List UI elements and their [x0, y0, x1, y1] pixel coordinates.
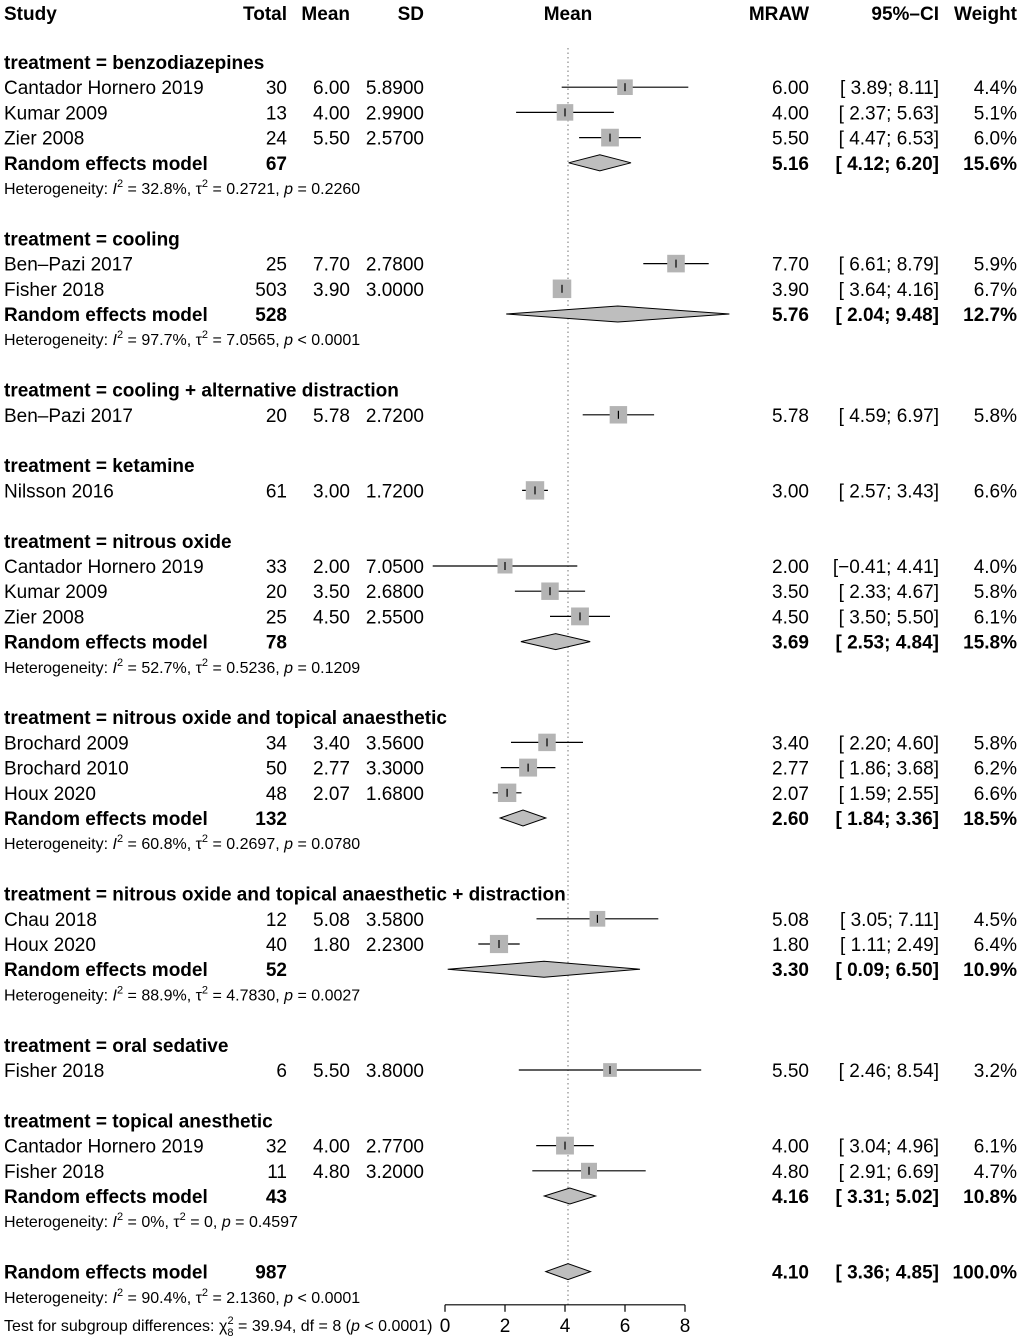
summary-mraw: 2.60 — [772, 809, 809, 830]
study-mean: 5.50 — [313, 128, 350, 150]
summary-total: 528 — [255, 305, 287, 326]
study-mraw: 7.70 — [772, 254, 809, 276]
summary-ci: [ 2.04; 9.48] — [835, 305, 939, 326]
summary-label: Random effects model — [4, 809, 208, 830]
heterogeneity-text: Heterogeneity: $I^2 = 88.9\%$, $\tau^2 = 4.7830$, p = 0.0027 — [4, 984, 361, 1005]
heterogeneity-text: Heterogeneity: $I^2 = 52.7\%$, $\tau^2 = 0.5236$, p = 0.1209 — [4, 656, 361, 677]
study-sd: 2.2300 — [365, 935, 424, 956]
header-sd: SD — [397, 4, 424, 25]
study-mraw: 2.77 — [772, 758, 809, 780]
study-sd: 3.8000 — [365, 1061, 424, 1082]
study-weight: 6.0% — [973, 128, 1017, 150]
study-mean: 5.08 — [313, 909, 350, 931]
study-name: Fisher 2018 — [4, 1061, 105, 1082]
study-total: 48 — [265, 783, 287, 805]
study-ci: [ 3.04; 4.96] — [838, 1136, 939, 1158]
study-sd: 3.0000 — [365, 279, 424, 301]
study-name: Fisher 2018 — [4, 279, 105, 301]
summary-weight: 10.8% — [963, 1187, 1017, 1208]
summary-total: 43 — [265, 1187, 287, 1208]
study-sd: 3.5600 — [365, 733, 424, 755]
overall-diamond — [546, 1264, 591, 1280]
study-ci: [ 2.37; 5.63] — [838, 103, 939, 125]
study-sd: 2.5700 — [365, 128, 424, 150]
summary-ci: [ 3.31; 5.02] — [835, 1187, 939, 1208]
summary-total: 52 — [265, 960, 287, 982]
study-mraw: 2.00 — [772, 557, 809, 578]
study-mraw: 4.00 — [772, 1136, 809, 1158]
overall-mraw: 4.10 — [772, 1262, 809, 1284]
study-ci: [ 3.64; 4.16] — [838, 279, 939, 301]
heterogeneity-text: Heterogeneity: $I^2 = 60.8\%$, $\tau^2 = 0.2697$, p = 0.0780 — [4, 833, 361, 854]
summary-total: 132 — [255, 809, 287, 830]
study-mraw: 3.50 — [772, 582, 809, 604]
study-total: 24 — [265, 128, 287, 150]
summary-diamond — [506, 306, 729, 322]
summary-weight: 15.6% — [963, 153, 1017, 175]
summary-weight: 12.7% — [963, 305, 1017, 326]
subgroup-label: treatment = cooling + alternative distraction — [4, 380, 399, 402]
overall-ci: [ 3.36; 4.85] — [835, 1262, 939, 1284]
header-plot-mean: Mean — [543, 4, 593, 25]
study-name: Chau 2018 — [4, 909, 97, 931]
subgroup-label: treatment = cooling — [4, 229, 180, 251]
heterogeneity-text: Heterogeneity: $I^2 = 97.7\%$, $\tau^2 = 7.0565$, p < 0.0001 — [4, 329, 361, 350]
summary-weight: 10.9% — [963, 960, 1017, 982]
study-weight: 4.5% — [973, 909, 1017, 931]
study-name: Kumar 2009 — [4, 103, 108, 125]
study-mean: 3.40 — [313, 733, 350, 755]
study-weight: 4.4% — [973, 78, 1017, 100]
study-sd: 3.3000 — [365, 758, 424, 780]
header-mean: Mean — [301, 4, 350, 25]
study-mean: 2.77 — [313, 758, 350, 780]
study-sd: 2.5500 — [365, 607, 424, 629]
study-sd: 3.5800 — [365, 909, 424, 931]
study-mean: 5.50 — [313, 1061, 350, 1082]
study-ci: [ 2.57; 3.43] — [838, 481, 939, 503]
study-sd: 5.8900 — [365, 78, 424, 100]
study-total: 61 — [265, 481, 287, 503]
study-name: Cantador Hornero 2019 — [4, 1136, 204, 1158]
study-mraw: 5.08 — [772, 909, 809, 931]
study-mean: 3.00 — [313, 481, 350, 503]
x-tick-label: 8 — [679, 1315, 691, 1337]
summary-diamond — [521, 634, 590, 650]
study-mraw: 5.50 — [772, 1061, 809, 1082]
study-name: Brochard 2009 — [4, 733, 129, 755]
study-total: 25 — [265, 254, 287, 276]
study-total: 13 — [265, 103, 287, 125]
heterogeneity-text: Heterogeneity: $I^2 = 32.8\%$, $\tau^2 = 0.2721$, p = 0.2260 — [4, 178, 361, 198]
study-mean: 2.00 — [313, 557, 350, 578]
study-weight: 5.8% — [973, 582, 1017, 604]
study-mraw: 3.40 — [772, 733, 809, 755]
study-mraw: 3.90 — [772, 279, 809, 301]
study-mean: 4.50 — [313, 607, 350, 629]
study-weight: 6.6% — [973, 783, 1017, 805]
summary-diamond — [544, 1188, 595, 1204]
summary-weight: 15.8% — [963, 632, 1017, 654]
subgroup-label: treatment = ketamine — [4, 456, 195, 478]
summary-label: Random effects model — [4, 1187, 208, 1208]
heterogeneity-text: Heterogeneity: $I^2 = 0\%$, $\tau^2 = 0$, p = 0.4597 — [4, 1211, 298, 1232]
study-weight: 6.1% — [973, 1136, 1017, 1158]
study-mean: 4.00 — [313, 103, 350, 125]
x-tick-label: 6 — [619, 1315, 631, 1337]
study-sd: 7.0500 — [365, 557, 424, 578]
study-sd: 2.7200 — [365, 405, 424, 427]
subgroup-label: treatment = topical anesthetic — [4, 1111, 273, 1133]
study-weight: 6.2% — [973, 758, 1017, 780]
summary-diamond — [500, 810, 546, 826]
study-name: Ben–Pazi 2017 — [4, 405, 133, 427]
x-tick-label: 2 — [499, 1315, 511, 1337]
study-total: 20 — [265, 405, 287, 427]
summary-label: Random effects model — [4, 153, 208, 175]
study-ci: [ 3.05; 7.11] — [840, 909, 939, 931]
study-weight: 3.2% — [973, 1061, 1017, 1082]
summary-diamond — [448, 961, 640, 977]
study-total: 34 — [265, 733, 287, 755]
study-weight: 6.4% — [973, 935, 1017, 956]
study-weight: 5.8% — [973, 733, 1017, 755]
study-ci: [ 1.11; 2.49] — [840, 935, 939, 956]
summary-total: 67 — [265, 153, 287, 175]
x-tick-label: 4 — [559, 1315, 571, 1337]
study-mean: 2.07 — [313, 783, 350, 805]
header-mraw: MRAW — [748, 4, 809, 25]
subgroup-label: treatment = oral sedative — [4, 1035, 229, 1057]
subgroup-label: treatment = nitrous oxide and topical anaesthetic + distraction — [4, 884, 566, 906]
study-mean: 4.80 — [313, 1161, 350, 1183]
study-mean: 5.78 — [313, 405, 350, 427]
x-tick-label: 0 — [439, 1315, 451, 1337]
study-name: Houx 2020 — [4, 935, 96, 956]
study-mraw: 4.00 — [772, 103, 809, 125]
study-mean: 3.90 — [313, 279, 350, 301]
study-weight: 4.7% — [973, 1161, 1017, 1183]
study-ci: [ 3.89; 8.11] — [840, 78, 939, 100]
study-mraw: 2.07 — [772, 783, 809, 805]
study-name: Nilsson 2016 — [4, 481, 114, 503]
study-weight: 6.6% — [973, 481, 1017, 503]
study-ci: [ 2.91; 6.69] — [838, 1161, 939, 1183]
study-mraw: 5.50 — [772, 128, 809, 150]
study-weight: 5.9% — [973, 254, 1017, 276]
subgroup-label: treatment = nitrous oxide and topical anaesthetic — [4, 708, 447, 730]
study-weight: 5.8% — [973, 405, 1017, 427]
study-total: 11 — [267, 1161, 287, 1183]
summary-mraw: 5.76 — [772, 305, 809, 326]
study-total: 33 — [265, 557, 287, 578]
summary-ci: [ 4.12; 6.20] — [835, 153, 939, 175]
summary-mraw: 4.16 — [772, 1187, 809, 1208]
subgroup-label: treatment = nitrous oxide — [4, 531, 232, 553]
study-mean: 4.00 — [313, 1136, 350, 1158]
study-mean: 1.80 — [313, 935, 350, 956]
summary-ci: [ 0.09; 6.50] — [835, 960, 939, 982]
study-total: 25 — [265, 607, 287, 629]
study-sd: 2.6800 — [365, 582, 424, 604]
study-total: 12 — [265, 909, 287, 931]
study-weight: 5.1% — [973, 103, 1017, 125]
study-ci: [−0.41; 4.41] — [832, 557, 939, 578]
study-name: Zier 2008 — [4, 607, 85, 629]
summary-diamond — [569, 155, 631, 171]
study-mraw: 1.80 — [772, 935, 809, 956]
study-name: Cantador Hornero 2019 — [4, 78, 204, 100]
study-ci: [ 4.59; 6.97] — [838, 405, 939, 427]
summary-weight: 18.5% — [963, 809, 1017, 830]
study-total: 40 — [265, 935, 287, 956]
summary-label: Random effects model — [4, 960, 208, 982]
study-weight: 4.0% — [973, 557, 1017, 578]
study-mraw: 6.00 — [772, 78, 809, 100]
study-total: 30 — [265, 78, 287, 100]
summary-mraw: 3.30 — [772, 960, 809, 982]
header-study: Study — [4, 4, 57, 25]
study-ci: [ 6.61; 8.79] — [838, 254, 939, 276]
study-ci: [ 1.59; 2.55] — [838, 783, 939, 805]
study-total: 50 — [265, 758, 287, 780]
study-name: Fisher 2018 — [4, 1161, 105, 1183]
study-mean: 7.70 — [313, 254, 350, 276]
summary-ci: [ 2.53; 4.84] — [835, 632, 939, 654]
study-weight: 6.7% — [973, 279, 1017, 301]
study-ci: [ 1.86; 3.68] — [838, 758, 939, 780]
study-name: Kumar 2009 — [4, 582, 108, 604]
summary-ci: [ 1.84; 3.36] — [835, 809, 939, 830]
study-mean: 3.50 — [313, 582, 350, 604]
study-sd: 3.2000 — [365, 1161, 424, 1183]
study-mraw: 4.80 — [772, 1161, 809, 1183]
study-name: Ben–Pazi 2017 — [4, 254, 133, 276]
study-name: Zier 2008 — [4, 128, 85, 150]
summary-label: Random effects model — [4, 632, 208, 654]
study-sd: 1.7200 — [365, 481, 424, 503]
study-mraw: 3.00 — [772, 481, 809, 503]
summary-label: Random effects model — [4, 305, 208, 326]
subgroup-label: treatment = benzodiazepines — [4, 53, 265, 74]
overall-total: 987 — [255, 1262, 287, 1284]
study-name: Brochard 2010 — [4, 758, 129, 780]
study-mraw: 4.50 — [772, 607, 809, 629]
study-sd: 2.7700 — [365, 1136, 424, 1158]
header-ci: 95%–CI — [871, 4, 939, 25]
overall-label: Random effects model — [4, 1262, 208, 1284]
summary-mraw: 3.69 — [772, 632, 809, 654]
study-weight: 6.1% — [973, 607, 1017, 629]
study-name: Cantador Hornero 2019 — [4, 557, 204, 578]
header-total: Total — [243, 4, 287, 25]
study-total: 503 — [255, 279, 287, 301]
heterogeneity-text: Heterogeneity: $I^2 = 90.4\%$, $\tau^2 = 2.1360$, p < 0.0001 — [4, 1286, 361, 1307]
study-total: 6 — [276, 1061, 287, 1082]
study-ci: [ 2.20; 4.60] — [838, 733, 939, 755]
study-total: 20 — [265, 582, 287, 604]
study-ci: [ 2.46; 8.54] — [838, 1061, 939, 1082]
study-sd: 1.6800 — [365, 783, 424, 805]
overall-weight: 100.0% — [952, 1262, 1017, 1284]
study-ci: [ 3.50; 5.50] — [838, 607, 939, 629]
subgroup-test-text: Test for subgroup differences: $\chi_82 = 39.94$, df = 8 (p < 0.0001) — [4, 1315, 433, 1339]
summary-mraw: 5.16 — [772, 153, 809, 175]
study-total: 32 — [265, 1136, 287, 1158]
study-ci: [ 4.47; 6.53] — [838, 128, 939, 150]
header-weight: Weight — [954, 4, 1017, 25]
study-sd: 2.9900 — [365, 103, 424, 125]
study-name: Houx 2020 — [4, 783, 96, 805]
study-mean: 6.00 — [313, 78, 350, 100]
study-mraw: 5.78 — [772, 405, 809, 427]
summary-total: 78 — [265, 632, 287, 654]
study-sd: 2.7800 — [365, 254, 424, 276]
study-ci: [ 2.33; 4.67] — [838, 582, 939, 604]
